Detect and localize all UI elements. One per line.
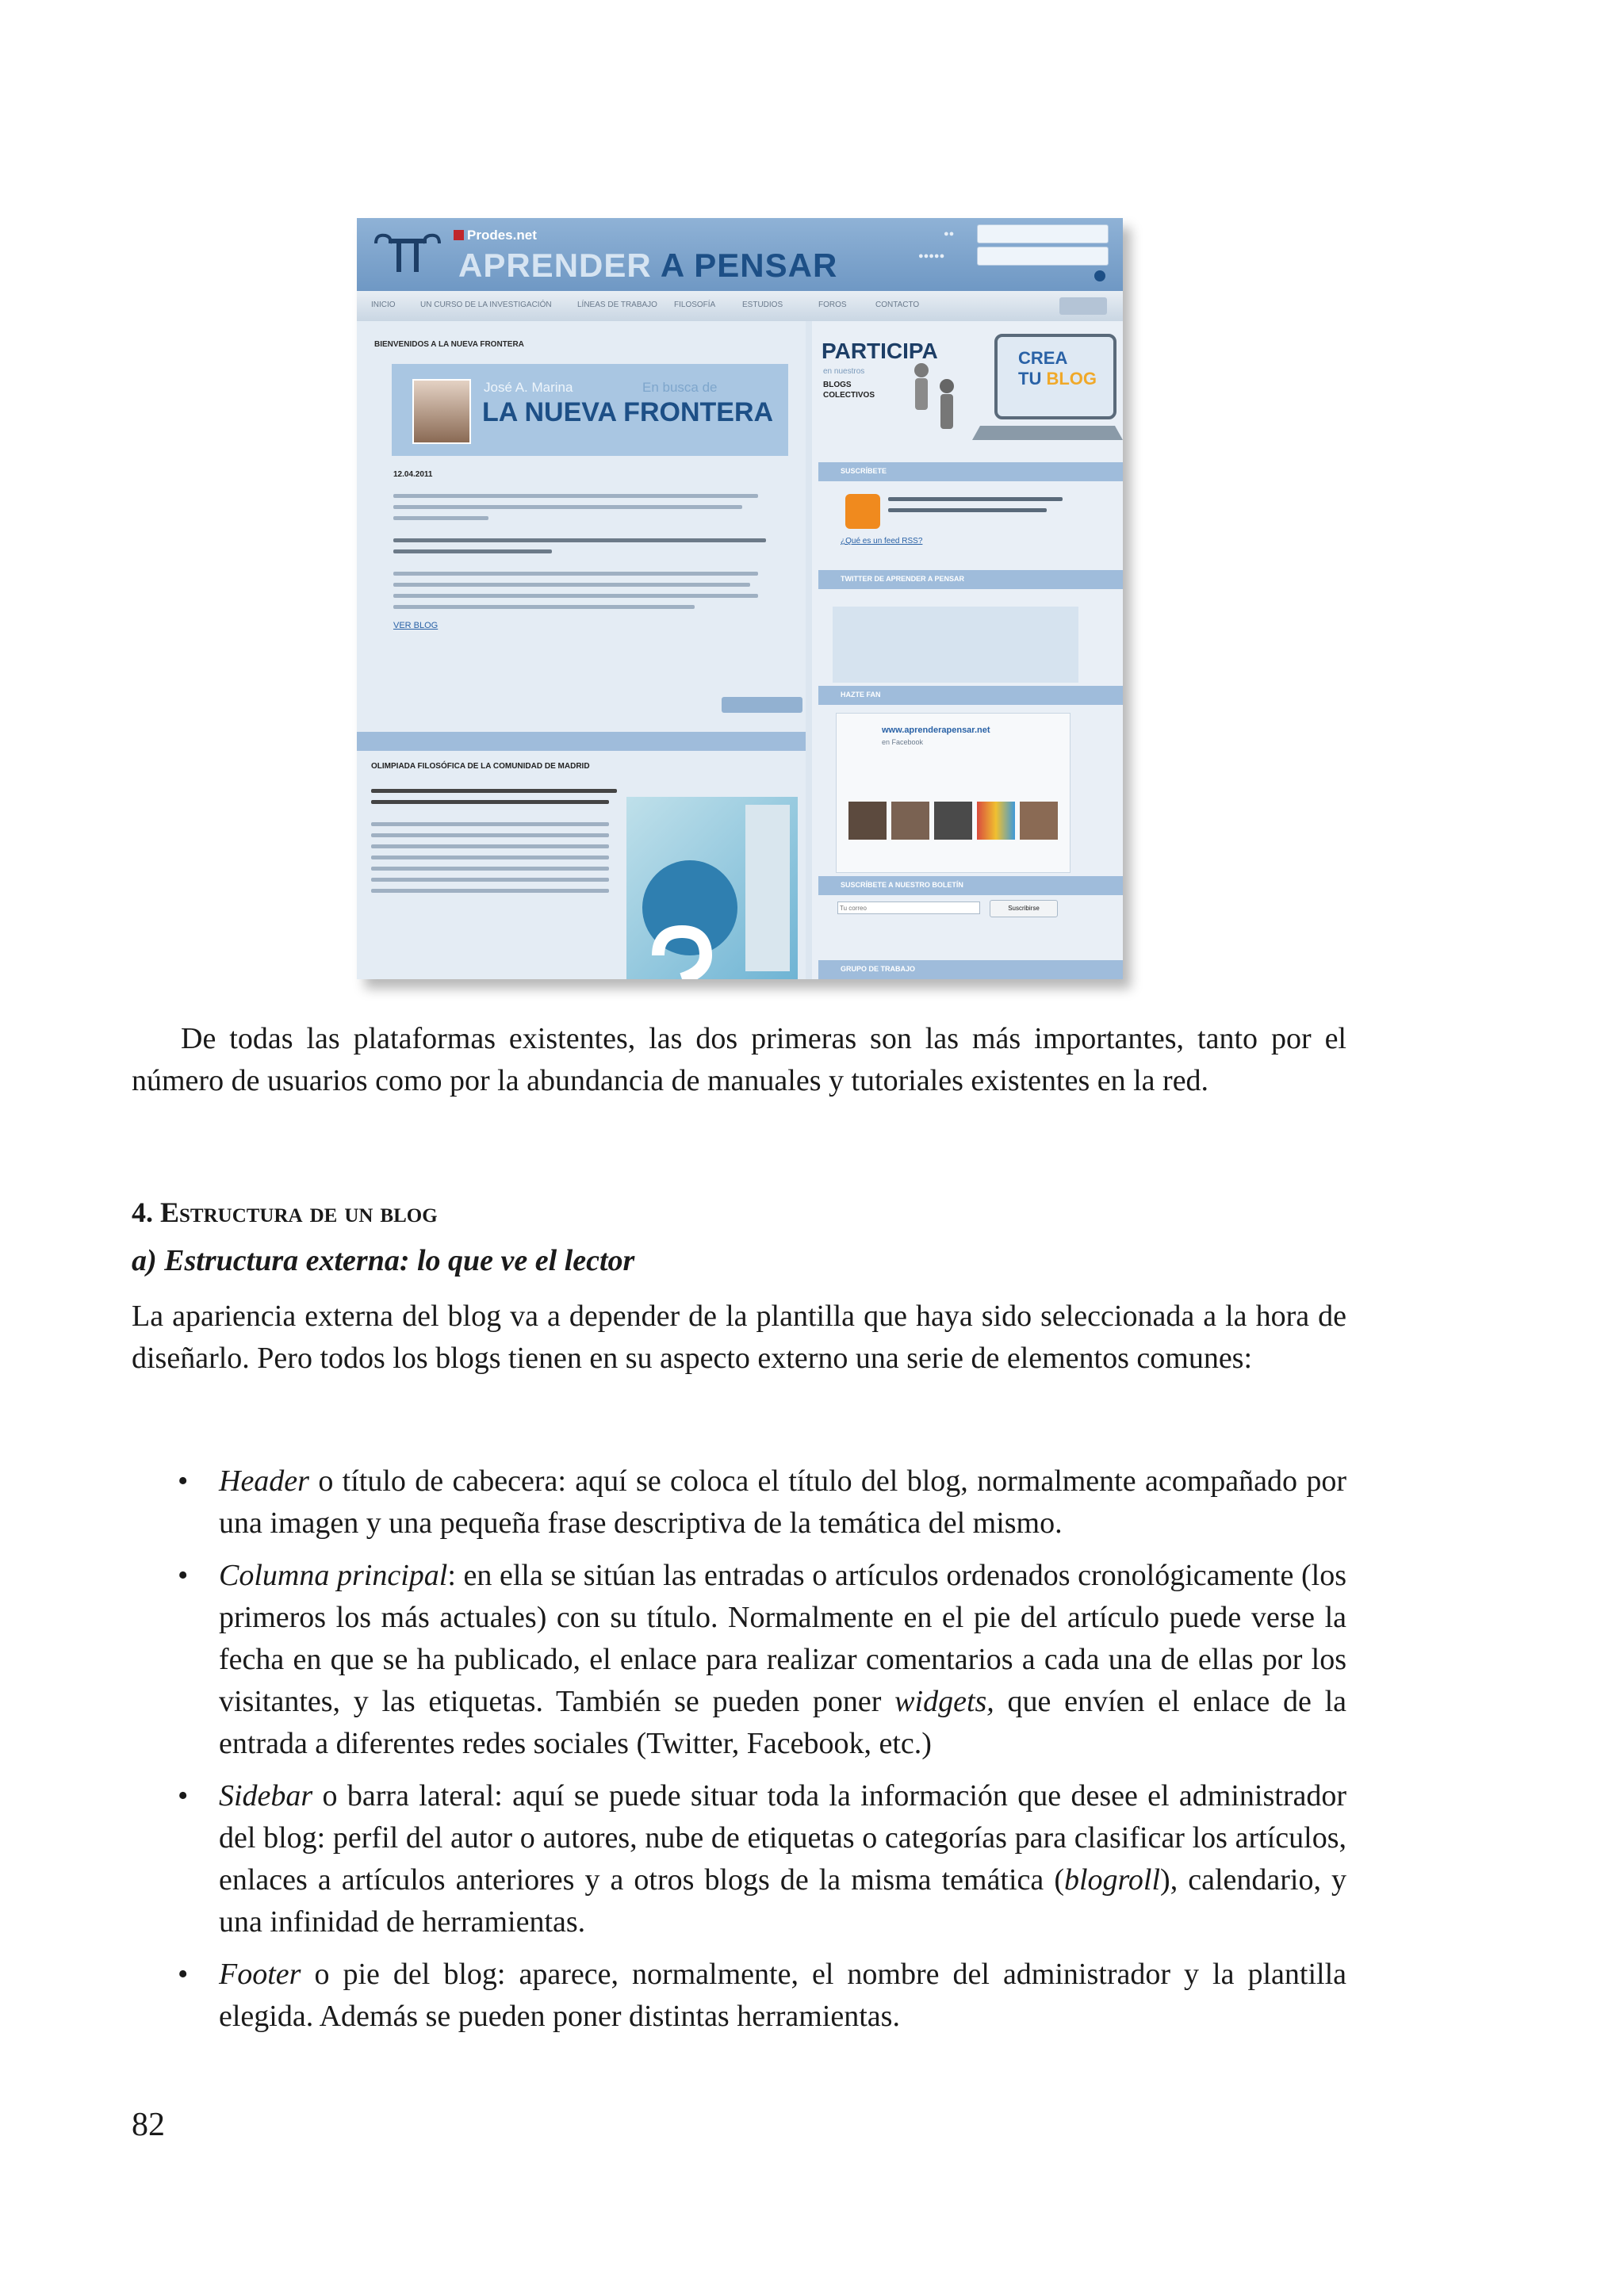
twitter-widget[interactable] <box>833 607 1078 683</box>
news-text-line <box>371 833 609 837</box>
rss-text-line <box>888 497 1063 501</box>
section-subheading: a) Estructura externa: lo que ve el lector <box>132 1244 635 1277</box>
news-text-line <box>371 800 609 804</box>
left-section-title: OLIMPIADA FILOSÓFICA DE LA COMUNIDAD DE MADRID <box>371 762 590 771</box>
page-number: 82 <box>132 2107 165 2143</box>
section-heading: 4. Estructura de un blog <box>132 1196 438 1228</box>
nav-item[interactable]: FOROS <box>818 301 847 309</box>
nav-item[interactable]: LÍNEAS DE TRABAJO <box>577 301 657 309</box>
more-posts-button[interactable] <box>722 697 802 713</box>
newsletter-subscribe-button[interactable]: Suscribirse <box>990 900 1058 917</box>
banner-title: LA NUEVA FRONTERA <box>482 397 774 427</box>
nav-item[interactable]: ESTUDIOS <box>742 301 783 309</box>
section-label: HAZTE FAN <box>841 691 881 699</box>
login-label: ●● <box>944 229 955 239</box>
left-section-bar <box>357 732 806 751</box>
facebook-page-sub: en Facebook <box>882 738 924 746</box>
news-text-line <box>371 867 609 871</box>
rss-icon[interactable] <box>845 494 880 529</box>
participa-sub: en nuestros <box>823 367 865 376</box>
bullet-icon: • <box>178 1559 189 1592</box>
post-text-line <box>393 505 742 509</box>
nav-item[interactable]: INICIO <box>371 301 396 309</box>
blog-screenshot-figure <box>357 218 1123 979</box>
section-label: TWITTER DE APRENDER A PENSAR <box>841 575 965 583</box>
rss-help-link[interactable]: ¿Qué es un feed RSS? <box>841 537 923 545</box>
blog-nav-bar <box>357 291 1123 321</box>
fan-avatar <box>1020 802 1058 840</box>
column-logo-icon <box>368 229 447 277</box>
read-more-link[interactable]: VER BLOG <box>393 621 439 630</box>
bullet-icon: • <box>178 1464 189 1498</box>
list-item: • Header o título de cabecera: aquí se coloca el título del blog, normalmente acompañado por una imagen y una pequeña frase descriptiva de la temática del mismo. <box>132 1460 1346 1545</box>
banner-kicker: En busca de <box>642 380 718 395</box>
nav-item[interactable]: UN CURSO DE LA INVESTIGACIÓN <box>420 301 552 309</box>
post-date: 12.04.2011 <box>393 470 433 479</box>
participa-title: PARTICIPA <box>822 339 938 363</box>
login-user-field[interactable] <box>977 224 1109 243</box>
facebook-widget[interactable] <box>836 713 1071 873</box>
nav-item[interactable]: FILOSOFÍA <box>674 301 716 309</box>
blog-title: APRENDER A PENSAR <box>458 247 838 284</box>
fan-avatar <box>977 802 1015 840</box>
fan-avatar <box>848 802 887 840</box>
list-item: • Footer o pie del blog: aparece, normalmente, el nombre del administrador y la plantilla elegida. Además se pueden poner distintas herramientas. <box>132 1954 1346 2038</box>
post-text-line <box>393 605 695 609</box>
post-text-line <box>393 516 488 520</box>
blog-elements-list <box>132 1460 1346 2048</box>
login-password-field[interactable] <box>977 247 1109 266</box>
news-text-line <box>371 878 609 882</box>
facebook-page-name[interactable]: www.aprenderapensar.net <box>882 725 990 735</box>
paragraph-platforms: De todas las plataformas existentes, las dos primeras son las más importantes, tanto por el número de usuarios como por la abundancia de manuales y tutoriales existentes en la red. <box>132 1022 1346 1097</box>
post-text-line <box>393 494 758 498</box>
post-title-line <box>393 538 766 542</box>
fan-avatar <box>891 802 929 840</box>
section-label: SUSCRÍBETE A NUESTRO BOLETÍN <box>841 881 963 889</box>
password-label: ●●●●● <box>918 251 945 261</box>
rss-text-line <box>888 508 1047 512</box>
news-text-line <box>371 856 609 859</box>
section-intro: La apariencia externa del blog va a depender de la plantilla que haya sido seleccionada a la hora de diseñarlo. Pero todos los blogs tienen en su aspecto externo una serie de elementos comunes: <box>132 1300 1346 1375</box>
bullet-icon: • <box>178 1958 189 1991</box>
news-text-line <box>371 889 609 893</box>
post-text-line <box>393 572 758 576</box>
section-label: SUSCRÍBETE <box>841 467 887 475</box>
participa-blogs: BLOGS COLECTIVOS <box>823 381 875 400</box>
post-text-line <box>393 594 758 598</box>
section-label: GRUPO DE TRABAJO <box>841 965 916 973</box>
brand-label: Prodes.net <box>454 228 537 243</box>
news-text-line <box>371 844 609 848</box>
people-icon <box>904 354 967 442</box>
welcome-heading: BIENVENIDOS A LA NUEVA FRONTERA <box>374 340 524 349</box>
list-item: • Sidebar o barra lateral: aquí se puede situar toda la información que desee el administrador del blog: perfil del autor o autores, nube de etiquetas o categorías para clasificar los artículos, enlaces a artículos anteriores y a otros blogs de la misma temática (blogroll), calendario, y una infinidad de herramientas. <box>132 1775 1346 1943</box>
author-portrait <box>412 379 471 444</box>
post-title-line <box>393 549 552 553</box>
fan-avatar <box>934 802 972 840</box>
crea-blog-promo[interactable]: CREA TU BLOG <box>1018 348 1097 389</box>
newsletter-email-input[interactable] <box>837 902 980 914</box>
nav-item[interactable]: CONTACTO <box>875 301 920 309</box>
news-text-line <box>371 789 617 793</box>
event-poster-image <box>626 797 798 979</box>
nav-search-button[interactable] <box>1059 297 1107 315</box>
list-item: • Columna principal: en ella se sitúan las entradas o artículos ordenados cronológicamente (los primeros los más actuales) con su título. Normalmente en el pie del artículo puede verse la fecha en que se ha publicado, el enlace para realizar comentarios a cada una de ellas por los visitantes, y las etiquetas. También se pueden poner widgets, que envíen el enlace de la entrada a diferentes redes sociales (Twitter, Facebook, etc.) <box>132 1555 1346 1765</box>
banner-author: José A. Marina <box>484 380 573 395</box>
login-go-button[interactable] <box>1094 270 1105 281</box>
post-text-line <box>393 583 750 587</box>
news-text-line <box>371 822 609 826</box>
bullet-icon: • <box>178 1779 189 1813</box>
